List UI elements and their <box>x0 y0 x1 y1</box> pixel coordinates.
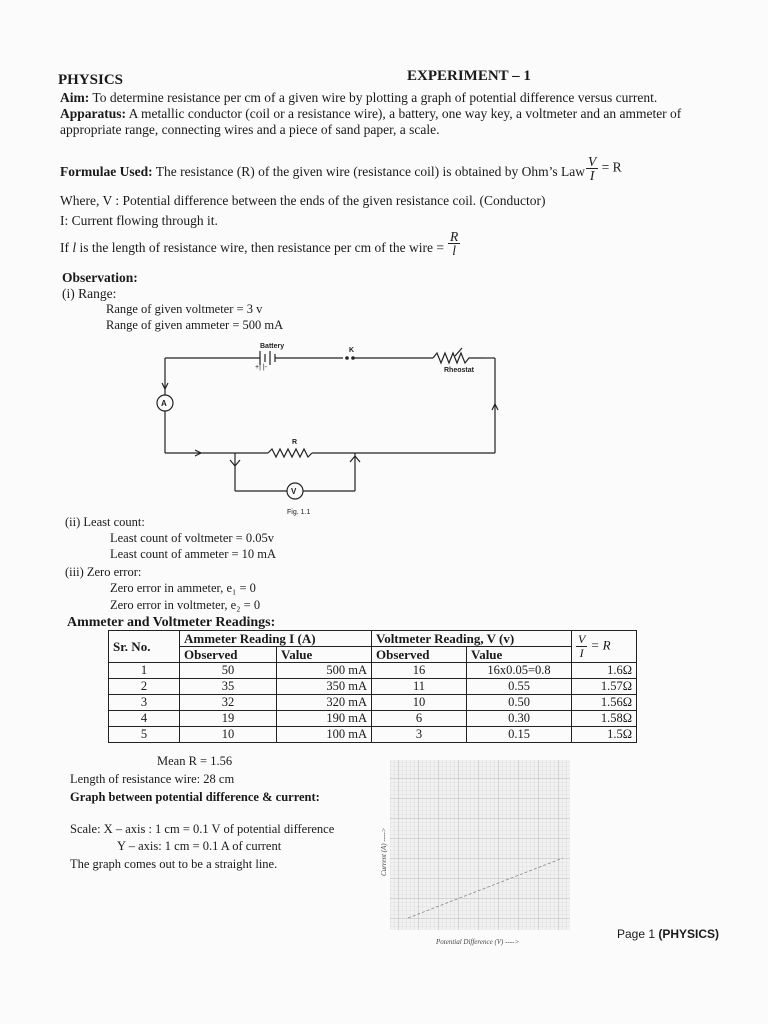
least-count-ammeter: Least count of ammeter = 10 mA <box>110 547 277 561</box>
cell-i-value: 500 mA <box>277 663 372 679</box>
per-cm-fraction <box>448 230 460 257</box>
cell-sr: 3 <box>109 695 180 711</box>
readings-table <box>108 630 637 743</box>
aim-line <box>60 90 657 106</box>
zero-error-ammeter: Zero error in ammeter, e₁ = 0 <box>110 581 256 595</box>
ohms-law-fraction <box>586 155 598 182</box>
cell-v-observed: 16 <box>372 663 467 679</box>
cell-i-observed: 50 <box>180 663 277 679</box>
aim-text: To determine resistance per cm of a given wire by plotting a graph of potential difference versus current. <box>92 90 658 105</box>
apparatus-line-1 <box>60 106 681 122</box>
page-subject: (PHYSICS) <box>658 927 720 941</box>
cell-v-value: 0.30 <box>467 711 572 727</box>
subject-heading: PHYSICS <box>58 72 124 88</box>
cell-v-value: 0.15 <box>467 727 572 743</box>
cell-sr: 2 <box>109 679 180 695</box>
voltmeter-symbol: V <box>291 487 297 496</box>
where-line-1: Where, V : Potential difference between the ends of the given resistance coil. (Conductor) <box>60 193 546 208</box>
table-row <box>109 711 637 727</box>
figure-caption: Fig. 1.1 <box>287 509 311 516</box>
per-cm-num: R <box>450 229 459 244</box>
table-title: Ammeter and Voltmeter Readings: <box>67 615 276 630</box>
range-label: (i) Range: <box>62 286 117 301</box>
zero-error-label: (iii) Zero error: <box>65 565 142 579</box>
voltmeter-range: Range of given voltmeter = 3 v <box>106 302 263 316</box>
sub-ammeter-value: Value <box>277 647 372 663</box>
cell-v-observed: 10 <box>372 695 467 711</box>
page-footer <box>617 927 719 941</box>
table-row <box>109 663 637 679</box>
formulae-label: Formulae Used: <box>60 164 153 179</box>
formulae-text: The resistance (R) of the given wire (resistance coil) is obtained by Ohm’s Law <box>155 164 585 179</box>
ratio-den: I <box>579 646 584 660</box>
ammeter-symbol: A <box>161 399 167 408</box>
per-cm-text-b: is the length of resistance wire, then resistance per cm of the wire = <box>76 240 444 255</box>
mean-r: Mean R = 1.56 <box>157 754 233 768</box>
rheostat-label: Rheostat <box>444 367 474 374</box>
cell-sr: 4 <box>109 711 180 727</box>
zero-error-voltmeter: Zero error in voltmeter, e₂ = 0 <box>110 598 261 612</box>
cell-r: 1.56Ω <box>572 695 637 711</box>
ohms-num: V <box>588 154 597 169</box>
cell-i-observed: 35 <box>180 679 277 695</box>
scale-y: Y – axis: 1 cm = 0.1 A of current <box>117 839 282 853</box>
apparatus-label: Apparatus: <box>60 106 127 121</box>
sub-voltmeter-observed: Observed <box>372 647 467 663</box>
least-count-voltmeter: Least count of voltmeter = 0.05v <box>110 531 274 545</box>
battery-polarity: +| |- <box>255 364 268 371</box>
sub-ammeter-observed: Observed <box>180 647 277 663</box>
cell-v-observed: 3 <box>372 727 467 743</box>
table-header-row <box>109 631 637 647</box>
graph-heading: Graph between potential difference & current: <box>70 790 320 804</box>
battery-label: Battery <box>260 343 285 350</box>
col-ratio <box>572 631 637 663</box>
cell-v-value: 0.50 <box>467 695 572 711</box>
col-ammeter: Ammeter Reading I (A) <box>180 631 372 647</box>
cell-i-observed: 19 <box>180 711 277 727</box>
apparatus-text-1: A metallic conductor (coil or a resistance wire), a battery, one way key, a voltmeter and an ammeter of <box>128 106 682 121</box>
ohms-rhs: = R <box>601 159 622 175</box>
where-line-2: I: Current flowing through it. <box>60 213 218 228</box>
graph-paper <box>378 758 580 950</box>
cell-sr: 1 <box>109 663 180 679</box>
key-label: K <box>349 347 355 354</box>
col-voltmeter: Voltmeter Reading, V (v) <box>372 631 572 647</box>
per-cm-l: l <box>72 240 77 255</box>
sub-voltmeter-value: Value <box>467 647 572 663</box>
apparatus-line-2: appropriate range, connecting wires and a piece of sand paper, a scale. <box>60 122 440 137</box>
cell-v-value: 16x0.05=0.8 <box>467 663 572 679</box>
col-sr-no: Sr. No. <box>109 631 180 663</box>
per-cm-den: l <box>452 243 456 258</box>
cell-v-observed: 6 <box>372 711 467 727</box>
key-terminal-2 <box>351 356 355 360</box>
cell-i-value: 190 mA <box>277 711 372 727</box>
key-terminal-1 <box>345 356 349 360</box>
ratio-rhs: = R <box>590 637 611 653</box>
graph-xlabel: Potential Difference (V) ----> <box>436 938 520 946</box>
table-subheader-row <box>109 647 637 663</box>
table-row <box>109 695 637 711</box>
table-row <box>109 727 637 743</box>
formulae-line <box>60 164 585 180</box>
graph-grid <box>390 760 570 930</box>
cell-i-observed: 32 <box>180 695 277 711</box>
ohms-den: I <box>589 168 595 183</box>
ohms-law-formula <box>586 155 622 182</box>
cell-sr: 5 <box>109 727 180 743</box>
cell-r: 1.57Ω <box>572 679 637 695</box>
experiment-heading: EXPERIMENT – 1 <box>407 68 531 84</box>
scale-x: Scale: X – axis : 1 cm = 0.1 V of potential difference <box>70 822 335 836</box>
cell-v-value: 0.55 <box>467 679 572 695</box>
cell-v-observed: 11 <box>372 679 467 695</box>
wire-length: Length of resistance wire: 28 cm <box>70 772 235 786</box>
cell-i-value: 320 mA <box>277 695 372 711</box>
straight-line-note: The graph comes out to be a straight line. <box>70 857 278 871</box>
table-row <box>109 679 637 695</box>
cell-i-value: 350 mA <box>277 679 372 695</box>
aim-label: Aim: <box>60 90 90 105</box>
ammeter-range: Range of given ammeter = 500 mA <box>106 318 284 332</box>
page-number: Page 1 <box>617 927 659 941</box>
cell-r: 1.58Ω <box>572 711 637 727</box>
cell-r: 1.5Ω <box>572 727 637 743</box>
per-cm-text-a: If <box>60 240 73 255</box>
cell-i-value: 100 mA <box>277 727 372 743</box>
least-count-label: (ii) Least count: <box>65 515 145 529</box>
ratio-num: V <box>578 632 586 646</box>
cell-i-observed: 10 <box>180 727 277 743</box>
circuit-diagram <box>150 338 520 518</box>
cell-r: 1.6Ω <box>572 663 637 679</box>
resistor-label: R <box>292 439 298 446</box>
observation-label: Observation: <box>62 270 138 285</box>
per-cm-line <box>60 240 444 256</box>
graph-ylabel: Current (A) ----> <box>380 827 388 876</box>
